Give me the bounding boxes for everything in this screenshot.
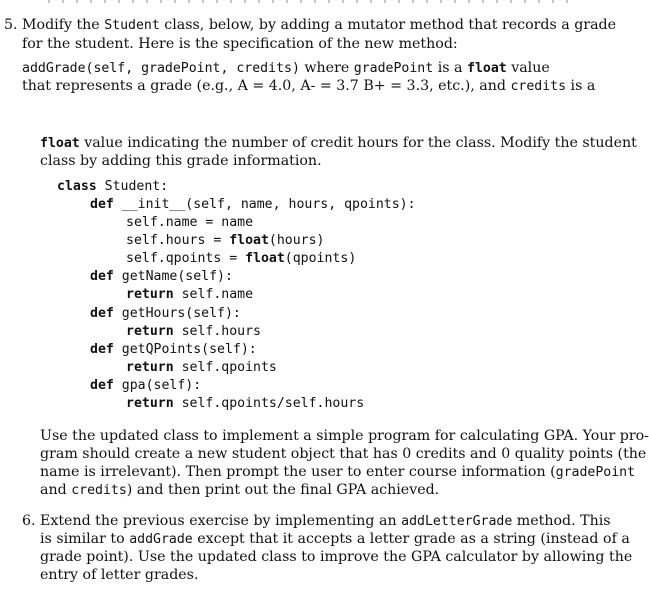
code-line: return self.name <box>126 287 254 302</box>
code-line: return self.qpoints <box>126 360 277 375</box>
code-line: def getQPoints(self): <box>90 342 257 357</box>
q6-line-2: is similar to addGrade except that it accepts a letter grade as a string (instead of a <box>40 531 630 547</box>
q5-line-2: for the student. Here is the specification of the new method: <box>22 36 458 52</box>
code-line: self.hours = float(hours) <box>126 233 325 248</box>
code-line: self.name = name <box>126 215 254 230</box>
q6-line-1: Extend the previous exercise by implementing an addLetterGrade method. This <box>40 513 611 529</box>
top-edge-fragment <box>48 0 568 3</box>
q5-continued-line: float value indicating the number of credit hours for the class. Modify the student <box>40 135 637 151</box>
q6-line-3: grade point). Use the updated class to improve the GPA calculator by allowing the <box>40 549 633 565</box>
code-line: self.qpoints = float(qpoints) <box>126 251 357 266</box>
code-line: return self.qpoints/self.hours <box>126 396 365 411</box>
q5-paragraph-line: gram should create a new student object that has 0 credits and 0 quality points (the <box>40 446 647 462</box>
code-line: def __init__(self, name, hours, qpoints): <box>90 197 416 212</box>
q5-paragraph-line: and credits) and then print out the final GPA achieved. <box>40 482 440 498</box>
code-line: def gpa(self): <box>90 378 202 393</box>
code-line: return self.hours <box>126 324 261 339</box>
q5-paragraph-line: name is irrelevant). Then prompt the user to enter course information (gradePoint <box>40 464 636 480</box>
q6-number: 6. <box>22 513 36 529</box>
code-line: def getHours(self): <box>90 306 241 321</box>
q5-number: 5. <box>4 17 18 33</box>
q5-continued-line-2: class by adding this grade information. <box>40 153 322 169</box>
code-line: class Student: <box>57 179 169 194</box>
q6-line-4: entry of letter grades. <box>40 567 199 583</box>
q5-spec-line: addGrade(self, gradePoint, credits) where gradePoint is a float value <box>22 60 550 76</box>
code-line: def getName(self): <box>90 269 233 284</box>
q5-line-1: Modify the Student class, below, by adding a mutator method that records a grade <box>22 17 617 33</box>
q5-paragraph-line: Use the updated class to implement a simple program for calculating GPA. Your pro- <box>40 428 649 444</box>
q5-spec-line-2: that represents a grade (e.g., A = 4.0, A- = 3.7 B+ = 3.3, etc.), and credits is a <box>22 78 596 94</box>
